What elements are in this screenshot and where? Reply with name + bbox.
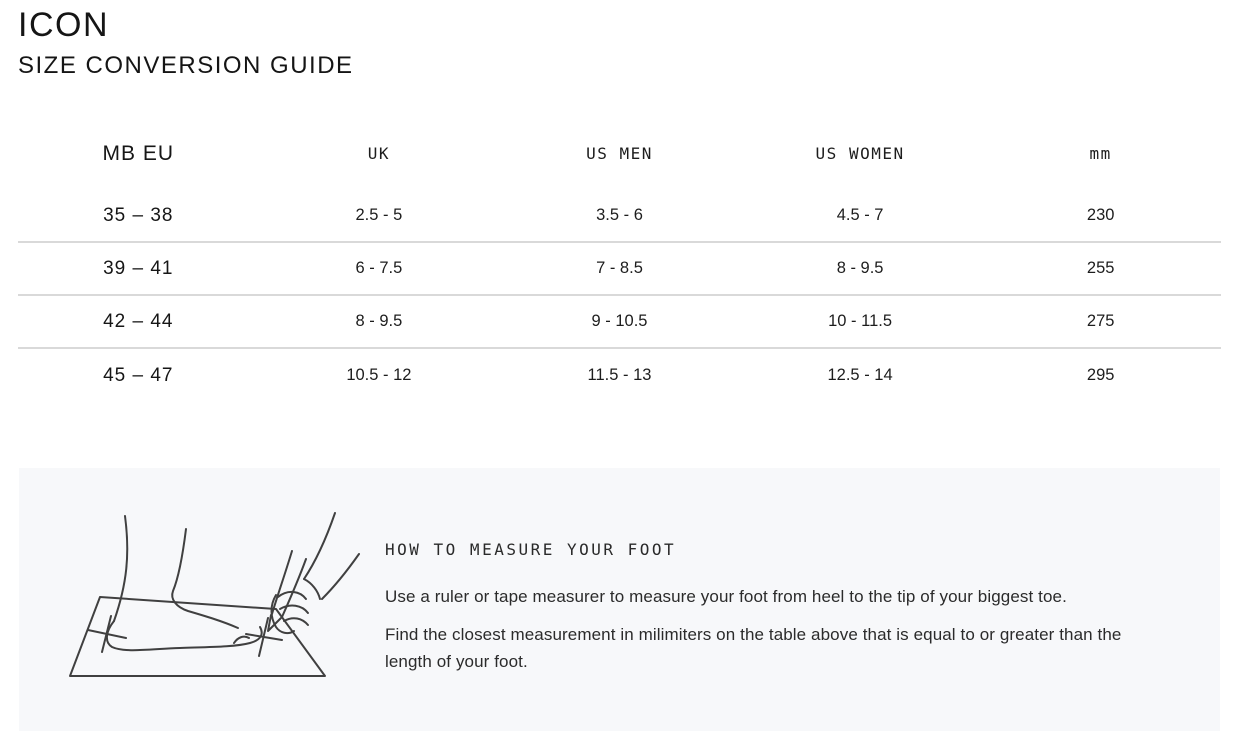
table-row [18,243,1221,296]
wrist-line-right [322,554,359,599]
wrist-line-left [304,513,335,579]
foot-sole-line [107,621,262,650]
page-subtitle: SIZE CONVERSION GUIDE [18,52,354,79]
how-to-measure-panel [19,468,1220,731]
table-row [18,349,1221,402]
table-cell-us-men: 7 - 8.5 [596,259,643,277]
table-cell-us-women: 10 - 11.5 [828,312,893,330]
table-row [18,190,1221,243]
table-cell-mm: 295 [1086,366,1115,384]
table-row [18,296,1221,349]
table-cell-eu: 45 – 47 [103,364,174,386]
table-header-row [18,130,1221,190]
table-cell-us-men: 9 - 10.5 [591,312,648,330]
table-cell-mm: 255 [1086,259,1115,277]
column-header-us-men: US MEN [586,144,653,163]
foot-instep-line [172,529,238,628]
table-cell-eu: 35 – 38 [103,204,174,226]
column-header-us-women: US WOMEN [815,144,905,163]
toe-detail [234,637,249,643]
column-header-mm: mm [1089,144,1112,163]
table-cell-us-women: 12.5 - 14 [827,366,893,384]
measure-instructions [385,540,1175,675]
table-cell-uk: 6 - 7.5 [355,259,403,277]
table-cell-mm: 275 [1086,312,1115,330]
table-cell-uk: 10.5 - 12 [346,366,412,384]
size-conversion-table [18,130,1221,402]
column-header-uk: UK [367,144,391,163]
measure-heading: HOW TO MEASURE YOUR FOOT [385,540,677,559]
measure-paragraph-2: Find the closest measurement in milimiters on the table above that is equal to or greater than the length of your foot. [385,625,1122,671]
table-cell-us-men: 11.5 - 13 [587,366,652,384]
paper-outline [70,597,325,676]
table-cell-eu: 39 – 41 [103,257,174,279]
table-cell-mm: 230 [1086,206,1115,224]
table-cell-uk: 8 - 9.5 [355,312,403,330]
page-title: ICON [18,6,109,44]
leg-back-line [114,516,127,621]
hand-edge [304,579,320,599]
foot-measurement-illustration [30,498,360,710]
heel-cross-mark [88,616,126,652]
table-cell-eu: 42 – 44 [103,310,174,332]
measure-paragraph-1: Use a ruler or tape measurer to measure your foot from heel to the tip of your biggest toe. [385,587,1067,606]
table-cell-us-women: 4.5 - 7 [836,206,884,224]
column-header-mb-eu: MB EU [102,142,175,165]
table-cell-us-men: 3.5 - 6 [596,206,643,224]
table-cell-us-women: 8 - 9.5 [836,259,884,277]
table-cell-uk: 2.5 - 5 [355,206,403,224]
